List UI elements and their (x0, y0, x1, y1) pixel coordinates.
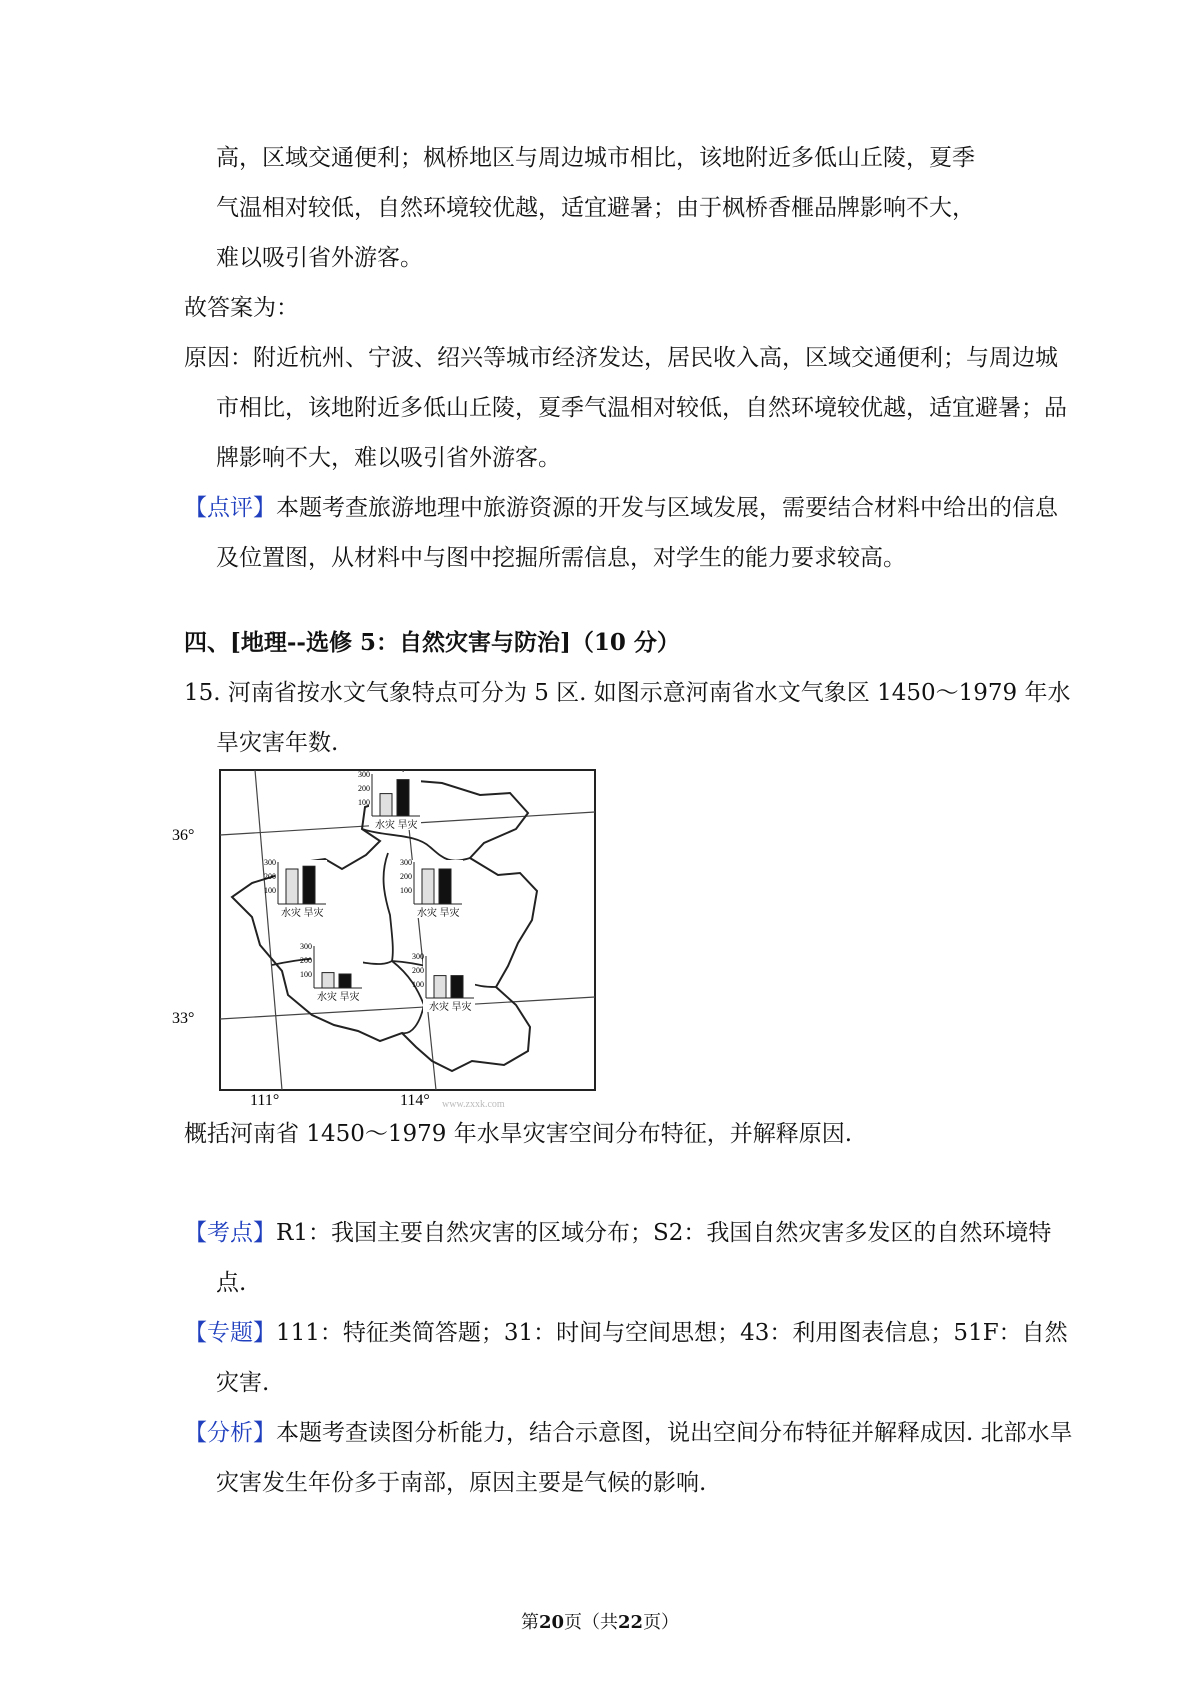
y-tick-label: 200 (300, 956, 312, 965)
fenxi-block (184, 1408, 1076, 1508)
boundary-north (362, 829, 470, 861)
kaodian-text: R1：我国主要自然灾害的区域分布；S2：我国自然灾害多发区的自然环境特点. (216, 1220, 1052, 1296)
bar-flood (380, 794, 392, 816)
footer-suffix: 页） (643, 1612, 680, 1633)
footer-prefix: 第 (520, 1612, 539, 1633)
bar-drought (451, 976, 463, 998)
x-category-labels: 水灾 旱灾 (429, 1002, 472, 1013)
lon-label-114: 114° (400, 1092, 430, 1109)
y-tick-label: 300 (400, 858, 412, 867)
section-heading: 四、[地理--选修 5：自然灾害与防治]（10 分） (184, 629, 680, 656)
zhuanti-tag: 【专题】 (184, 1320, 276, 1346)
answer-label: 故答案为： (184, 295, 299, 321)
zhuanti-text: 111：特征类简答题；31：时间与空间思想；43：利用图表信息；51F：自然灾害. (216, 1320, 1068, 1396)
y-tick-label: 200 (400, 872, 412, 881)
comment-block (184, 483, 1076, 583)
x-category-labels: 水灾 旱灾 (375, 820, 418, 831)
fenxi-tag: 【分析】 (184, 1420, 276, 1446)
x-category-labels: 水灾 旱灾 (317, 992, 360, 1003)
lon-label-111: 111° (250, 1092, 280, 1109)
continuation-text (184, 133, 1076, 283)
bar-flood (322, 973, 334, 988)
boundary-central (384, 853, 393, 961)
zhuanti-block (184, 1308, 1076, 1408)
answer-text: 原因：附近杭州、宁波、绍兴等城市经济发达，居民收入高，区域交通便利；与周边城市相比，该地附近多低山丘陵，夏季气温相对较低，自然环境较优越，适宜避暑；品牌影响不大，难以吸引省外游客。 (184, 345, 1067, 471)
bar-chart-north (358, 770, 421, 831)
page-footer (0, 1608, 1200, 1634)
y-tick-label: 300 (300, 942, 312, 951)
y-tick-label: 100 (300, 970, 312, 979)
question-prompt: 概括河南省 1450～1979 年水旱灾害空间分布特征，并解释原因. (184, 1121, 852, 1147)
bar-drought (339, 974, 351, 988)
comment-text: 本题考查旅游地理中旅游资源的开发与区域发展，需要结合材料中给出的信息及位置图，从材料中与图中挖掘所需信息，对学生的能力要求较高。 (216, 495, 1058, 571)
kaodian-block (184, 1208, 1076, 1308)
text-line: 气温相对较低，自然环境较优越，适宜避暑；由于枫桥香榧品牌影响不大， (216, 195, 975, 221)
footer-page-number: 20 (538, 1612, 564, 1633)
bar-drought (303, 866, 315, 904)
bar-chart-east (400, 858, 463, 919)
lon-line-111 (255, 770, 282, 1090)
lat-label-33: 33° (172, 1010, 195, 1027)
y-tick-label: 100 (264, 886, 276, 895)
comment-tag: 【点评】 (184, 495, 276, 521)
y-tick-label: 300 (358, 770, 370, 779)
footer-middle: 页（共 (564, 1612, 618, 1633)
henan-map-figure (172, 765, 600, 1110)
question-text: 15. 河南省按水文气象特点可分为 5 区. 如图示意河南省水文气象区 1450～1979 年水旱灾害年数. (184, 680, 1071, 756)
y-tick-label: 200 (412, 966, 424, 975)
y-tick-label: 100 (358, 798, 370, 807)
bar-chart-southwest (300, 942, 363, 1003)
footer-total-pages: 22 (618, 1612, 644, 1633)
text-line: 难以吸引省外游客。 (216, 245, 423, 271)
x-category-labels: 水灾 旱灾 (417, 908, 460, 919)
bar-flood (434, 976, 446, 998)
fenxi-text: 本题考查读图分析能力，结合示意图，说出空间分布特征并解释成因. 北部水旱灾害发生年份多于南部，原因主要是气候的影响. (216, 1420, 1073, 1496)
y-tick-label: 100 (412, 980, 424, 989)
text-line: 高，区域交通便利；枫桥地区与周边城市相比，该地附近多低山丘陵，夏季 (216, 145, 975, 171)
y-tick-label: 300 (264, 858, 276, 867)
x-category-labels: 水灾 旱灾 (281, 908, 324, 919)
lat-label-36: 36° (172, 827, 195, 844)
bar-drought (439, 869, 451, 904)
y-tick-label: 200 (264, 872, 276, 881)
kaodian-tag: 【考点】 (184, 1220, 276, 1246)
y-tick-label: 300 (412, 952, 424, 961)
watermark: www.zxxk.com (442, 1099, 505, 1110)
y-tick-label: 100 (400, 886, 412, 895)
y-tick-label: 200 (358, 784, 370, 793)
bar-flood (286, 869, 298, 904)
bar-drought (397, 780, 409, 816)
bar-charts-group (264, 770, 475, 1013)
bar-chart-southeast (412, 952, 475, 1013)
bar-flood (422, 869, 434, 904)
bar-chart-west (264, 858, 327, 919)
